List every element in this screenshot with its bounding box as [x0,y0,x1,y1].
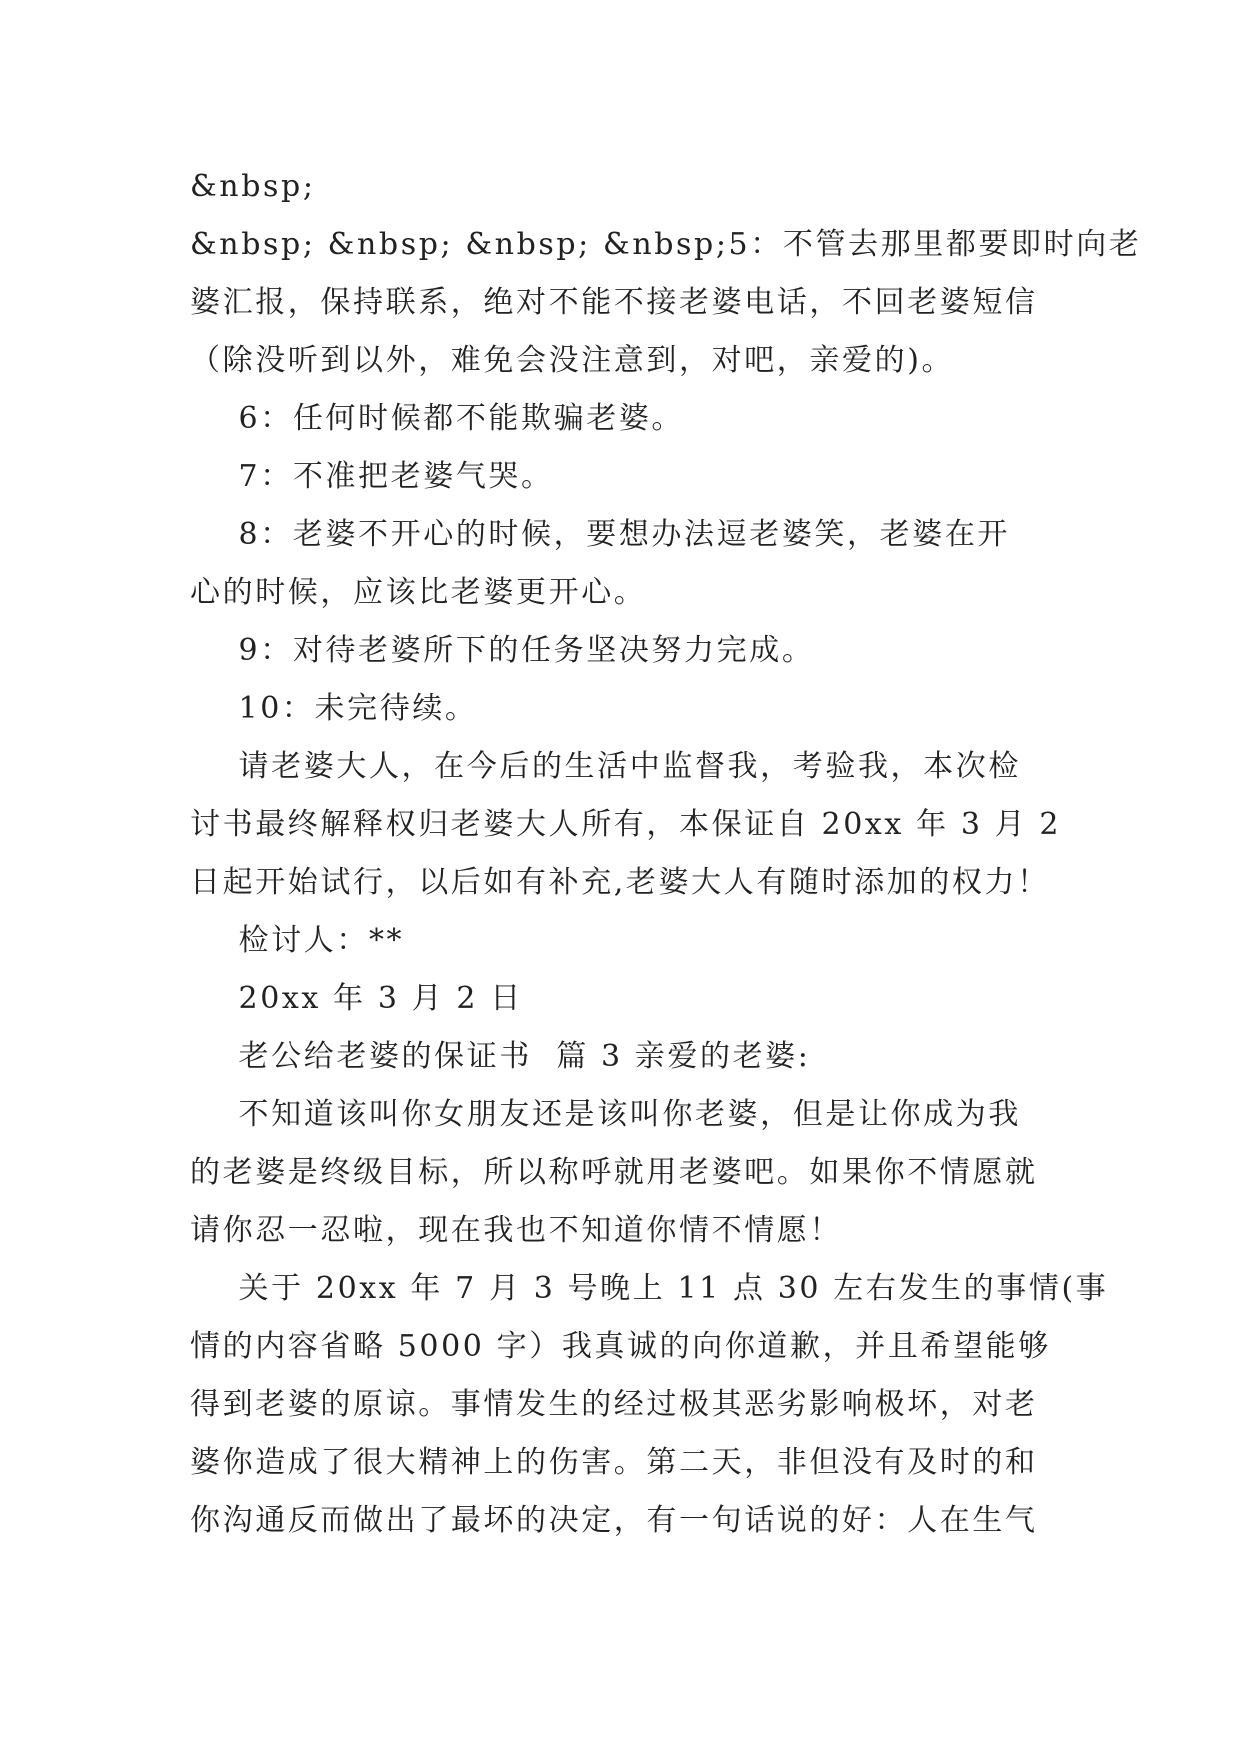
text-line: 的老婆是终级目标，所以称呼就用老婆吧。如果你不情愿就 [190,1155,1038,1190]
text-line: &nbsp; &nbsp; &nbsp; &nbsp;5：不管去那里都要即时向老 [190,227,1142,262]
text-line: 老公给老婆的保证书 篇 3 亲爱的老婆: [190,1039,811,1074]
text-line: 10：未完待续。 [190,691,478,726]
text-line: 9：对待老婆所下的任务坚决努力完成。 [190,633,815,668]
text-line: 你沟通反而做出了最坏的决定，有一句话说的好：人在生气 [190,1503,1038,1538]
text-line: 7：不准把老婆气哭。 [190,459,554,494]
text-line: 讨书最终解释权归老婆大人所有，本保证自 20xx 年 3 月 2 [190,807,1062,842]
text-line: 得到老婆的原谅。事情发生的经过极其恶劣影响极坏，对老 [190,1387,1038,1422]
text-line: 6：任何时候都不能欺骗老婆。 [190,401,685,436]
text-line: 婆你造成了很大精神上的伤害。第二天，非但没有及时的和 [190,1445,1038,1480]
text-line: 情的内容省略 5000 字）我真诚的向你道歉，并且希望能够 [190,1329,1051,1364]
text-line: 日起开始试行，以后如有补充,老婆大人有随时添加的权力！ [190,865,1050,900]
text-line: 8：老婆不开心的时候，要想办法逗老婆笑，老婆在开 [190,517,1011,552]
text-line: 不知道该叫你女朋友还是该叫你老婆，但是让你成为我 [190,1097,1021,1132]
text-line: 20xx 年 3 月 2 日 [190,981,523,1016]
text-line: （除没听到以外，难免会没注意到，对吧，亲爱的)。 [190,343,955,378]
text-line: 请你忍一忍啦，现在我也不知道你情不情愿！ [190,1213,842,1248]
text-line: 检讨人：** [190,923,405,958]
text-line: 心的时候，应该比老婆更开心。 [190,575,647,610]
document-body [190,158,1142,1550]
text-line: 关于 20xx 年 7 月 3 号晚上 11 点 30 左右发生的事情(事 [190,1271,1109,1306]
text-line: 请老婆大人，在今后的生活中监督我，考验我，本次检 [190,749,1021,784]
text-line: &nbsp; [190,169,316,204]
text-line: 婆汇报，保持联系，绝对不能不接老婆电话，不回老婆短信 [190,285,1038,320]
